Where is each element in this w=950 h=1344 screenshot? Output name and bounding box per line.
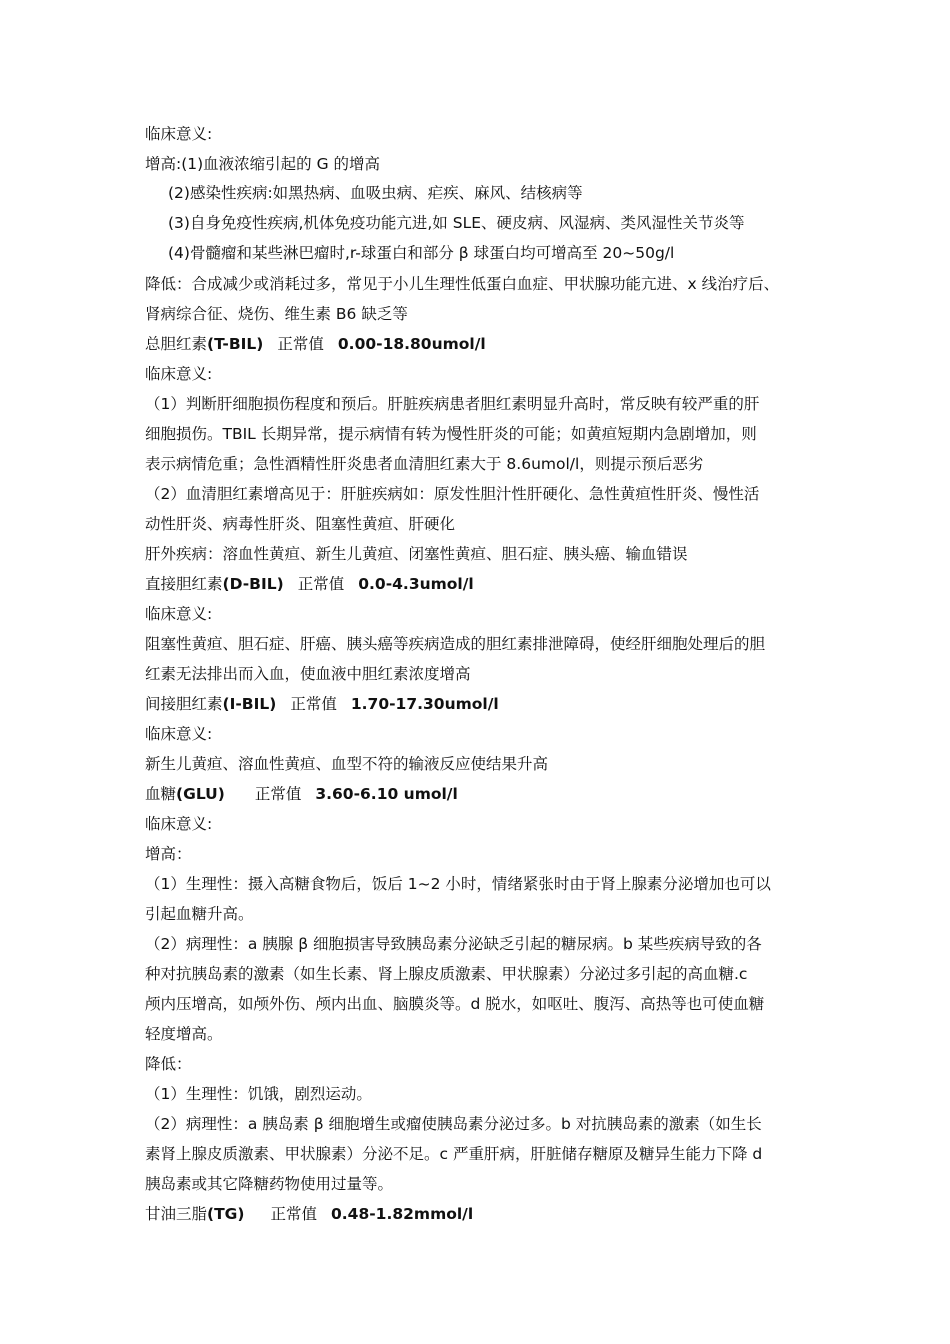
text-line: 种对抗胰岛素的激素（如生长素、肾上腺皮质激素、甲状腺素）分泌过多引起的高血糖.c: [145, 965, 748, 983]
text-line: 动性肝炎、病毒性肝炎、阻塞性黄疸、肝硬化: [145, 515, 456, 533]
heading-name: 直接胆红素: [145, 575, 223, 593]
text-line: (4)骨髓瘤和某些淋巴瘤时,r-球蛋白和部分 β 球蛋白均可增高至 20~50g/l: [168, 244, 675, 262]
text-line: 胰岛素或其它降糖药物使用过量等。: [145, 1175, 394, 1193]
heading-name: 总胆红素: [145, 335, 208, 353]
text-line: 素肾上腺皮质激素、甲状腺素）分泌不足。c 严重肝病，肝脏储存糖原及糖异生能力下降 d: [145, 1145, 763, 1163]
heading-abbr: (T-BIL): [207, 335, 264, 353]
normal-value: 1.70-17.30umol/l: [350, 695, 499, 713]
text-line: 肾病综合征、烧伤、维生素 B6 缺乏等: [145, 305, 408, 323]
text-line: 增高：: [145, 845, 192, 863]
text-line: 阻塞性黄疸、胆石症、肝癌、胰头癌等疾病造成的胆红素排泄障碍，使经肝细胞处理后的胆: [145, 635, 766, 653]
text-line: 降低：: [145, 1055, 192, 1073]
normal-value: 0.48-1.82mmol/l: [331, 1205, 474, 1223]
clinical-significance-label: 临床意义:: [145, 605, 213, 623]
clinical-significance-label: 临床意义:: [145, 125, 213, 143]
normal-value: 3.60-6.10 umol/l: [315, 785, 458, 803]
text-line: （2）病理性：a 胰腺 β 细胞损害导致胰岛素分泌缺乏引起的糖尿病。b 某些疾病导致的各: [145, 935, 762, 953]
normal-value: 0.00-18.80umol/l: [337, 335, 486, 353]
normal-value-label: 正常值: [277, 335, 324, 353]
section-heading-ibil: [145, 693, 499, 715]
text-line: 表示病情危重；急性酒精性肝炎患者血清胆红素大于 8.6umol/l，则提示预后恶劣: [145, 455, 704, 473]
heading-name: 间接胆红素: [145, 695, 223, 713]
normal-value-label: 正常值: [297, 575, 345, 593]
heading-name: 血糖: [145, 785, 177, 803]
heading-name: 甘油三脂: [145, 1205, 208, 1223]
text-line: 颅内压增高，如颅外伤、颅内出血、脑膜炎等。d 脱水，如呕吐、腹泻、高热等也可使血糖: [145, 995, 765, 1013]
text-line: 肝外疾病：溶血性黄疸、新生儿黄疸、闭塞性黄疸、胆石症、胰头癌、输血错误: [145, 545, 688, 563]
normal-value-label: 正常值: [290, 695, 337, 713]
text-line: 引起血糖升高。: [145, 905, 254, 923]
heading-abbr: (D-BIL): [222, 575, 284, 593]
text-line: (3)自身免疫性疾病,机体免疫功能亢进,如 SLE、硬皮病、风湿病、类风湿性关节炎等: [168, 214, 745, 232]
text-line: 新生儿黄疸、溶血性黄疸、血型不符的输液反应使结果升高: [145, 755, 549, 773]
clinical-significance-label: 临床意义:: [145, 815, 213, 833]
text-line: （1）生理性：饥饿，剧烈运动。: [145, 1085, 372, 1103]
clinical-significance-label: 临床意义:: [145, 365, 213, 383]
text-line: （2）血清胆红素增高见于：肝脏疾病如：原发性胆汁性肝硬化、急性黄疸性肝炎、慢性活: [145, 485, 760, 503]
text-line: （1）判断肝细胞损伤程度和预后。肝脏疾病患者胆红素明显升高时，常反映有较严重的肝: [145, 395, 760, 413]
clinical-significance-label: 临床意义:: [145, 725, 213, 743]
section-heading-glu: [145, 783, 458, 805]
heading-abbr: (I-BIL): [222, 695, 277, 713]
text-line: 轻度增高。: [145, 1025, 223, 1043]
text-line: 红素无法排出而入血，使血液中胆红素浓度增高: [145, 665, 471, 683]
text-line: 降低：合成减少或消耗过多，常见于小儿生理性低蛋白血症、甲状腺功能亢进、x 线治疗后、: [145, 275, 780, 293]
text-line: (2)感染性疾病:如黑热病、血吸虫病、疟疾、麻风、结核病等: [168, 184, 583, 202]
normal-value-label: 正常值: [270, 1205, 317, 1223]
section-heading-tbil: [145, 333, 486, 355]
text-line: （2）病理性：a 胰岛素 β 细胞增生或瘤使胰岛素分泌过多。b 对抗胰岛素的激素（如生长: [145, 1115, 762, 1133]
section-heading-tg: [145, 1203, 473, 1225]
section-heading-dbil: [145, 573, 474, 595]
text-line: 细胞损伤。TBIL 长期异常，提示病情有转为慢性肝炎的可能；如黄疸短期内急剧增加，则: [145, 425, 757, 443]
normal-value: 0.0-4.3umol/l: [358, 575, 474, 593]
heading-abbr: (TG): [207, 1205, 245, 1223]
text-line: （1）生理性：摄入高糖食物后，饭后 1~2 小时，情绪紧张时由于肾上腺素分泌增加也可以: [145, 875, 771, 893]
text-line: 增高:(1)血液浓缩引起的 G 的增高: [145, 155, 381, 173]
normal-value-label: 正常值: [254, 785, 302, 803]
heading-abbr: (GLU): [176, 785, 225, 803]
